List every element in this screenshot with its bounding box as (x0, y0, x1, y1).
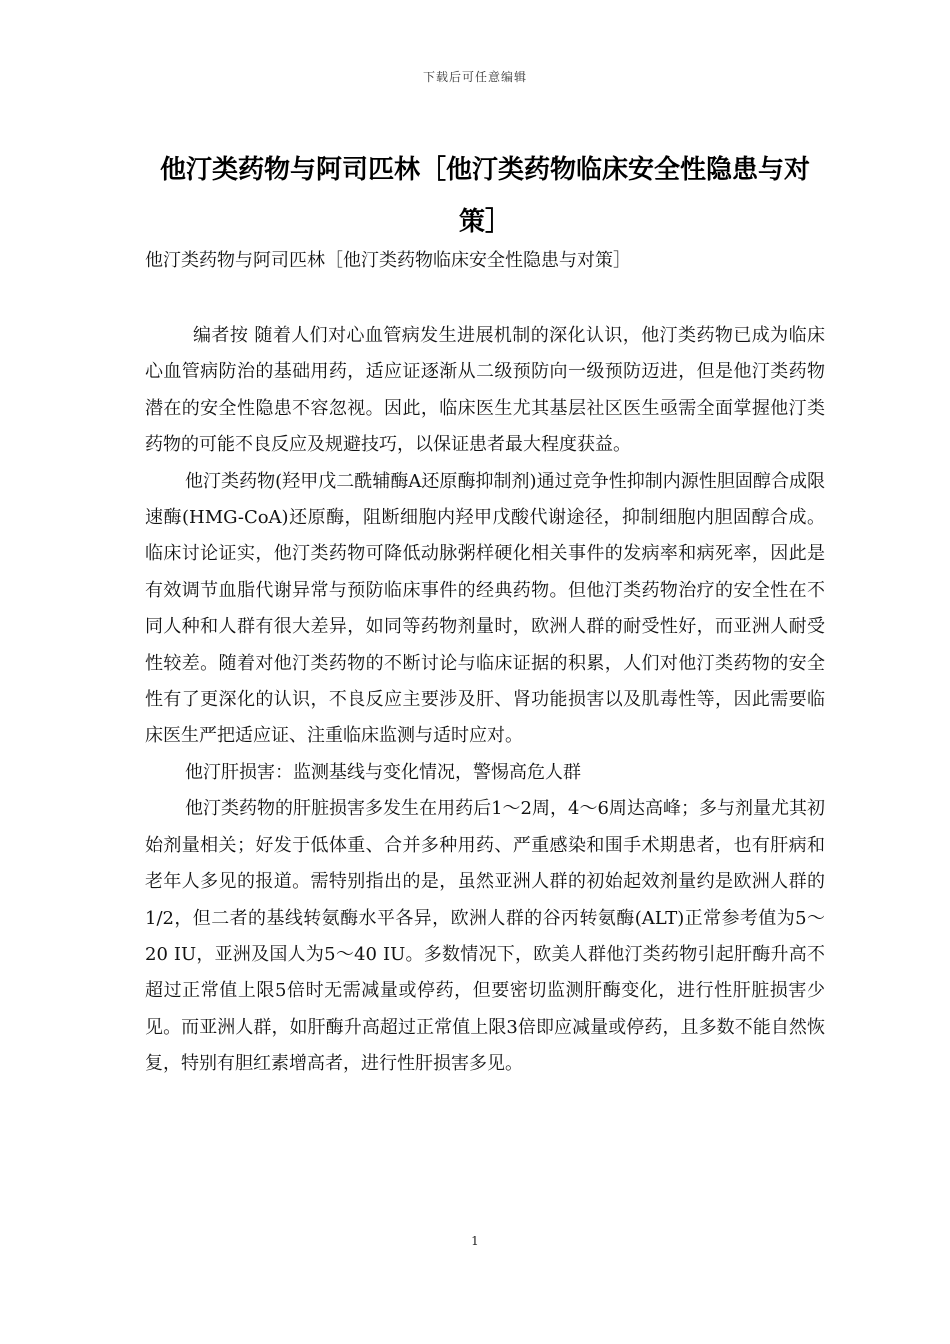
page-number: 1 (471, 1234, 479, 1248)
body-paragraph: 他汀类药物的肝脏损害多发生在用药后1～2周，4～6周达高峰；多与剂量尤其初始剂量相关；好发于低体重、合并多种用药、严重感染和围手术期患者，也有肝病和老年人多见的报道。需特别指出的是，虽然亚洲人群的初始起效剂量约是欧洲人群的1/2，但二者的基线转氨酶水平各异，欧洲人群的谷丙转氨酶(ALT)正常参考值为5～20 IU，亚洲及国人为5～40 IU。多数情况下，欧美人群他汀类药物引起肝酶升高不超过正常值上限5倍时无需减量或停药，但要密切监测肝酶变化，进行性肝脏损害少见。而亚洲人群，如肝酶升高超过正常值上限3倍即应减量或停药，且多数不能自然恢复，特别有胆红素增高者，进行性肝损害多见。 (145, 798, 825, 1075)
page-title: 他汀类药物与阿司匹林［他汀类药物临床安全性隐患与对策］ (159, 155, 810, 237)
section-heading: 他汀肝损害：监测基线与变化情况，警惕高危人群 (185, 761, 581, 783)
editor-note-paragraph: 编者按 随着人们对心血管病发生进展机制的深化认识，他汀类药物已成为临床心血管病防治的基础用药，适应证逐渐从二级预防向一级预防迈进，但是他汀类药物潜在的安全性隐患不容忽视。因此，临床医生尤其基层社区医生亟需全面掌握他汀类药物的可能不良反应及规避技巧，以保证患者最大程度获益。 (145, 325, 825, 456)
body-paragraph: 他汀类药物(羟甲戊二酰辅酶A还原酶抑制剂)通过竞争性抑制内源性胆固醇合成限速酶(HMG-CoA)还原酶，阻断细胞内羟甲戊酸代谢途径，抑制细胞内胆固醇合成。临床讨论证实，他汀类药物可降低动脉粥样硬化相关事件的发病率和病死率，因此是有效调节血脂代谢异常与预防临床事件的经典药物。但他汀类药物治疗的安全性在不同人种和人群有很大差异，如同等药物剂量时，欧洲人群的耐受性好，而亚洲人耐受性较差。随着对他汀类药物的不断讨论与临床证据的积累，人们对他汀类药物的安全性有了更深化的认识，不良反应主要涉及肝、肾功能损害以及肌毒性等，因此需要临床医生严把适应证、注重临床监测与适时应对。 (145, 470, 825, 747)
body-text (145, 318, 825, 1083)
header-note: 下载后可任意编辑 (422, 70, 527, 84)
subtitle: 他汀类药物与阿司匹林［他汀类药物临床安全性隐患与对策］ (145, 250, 631, 271)
